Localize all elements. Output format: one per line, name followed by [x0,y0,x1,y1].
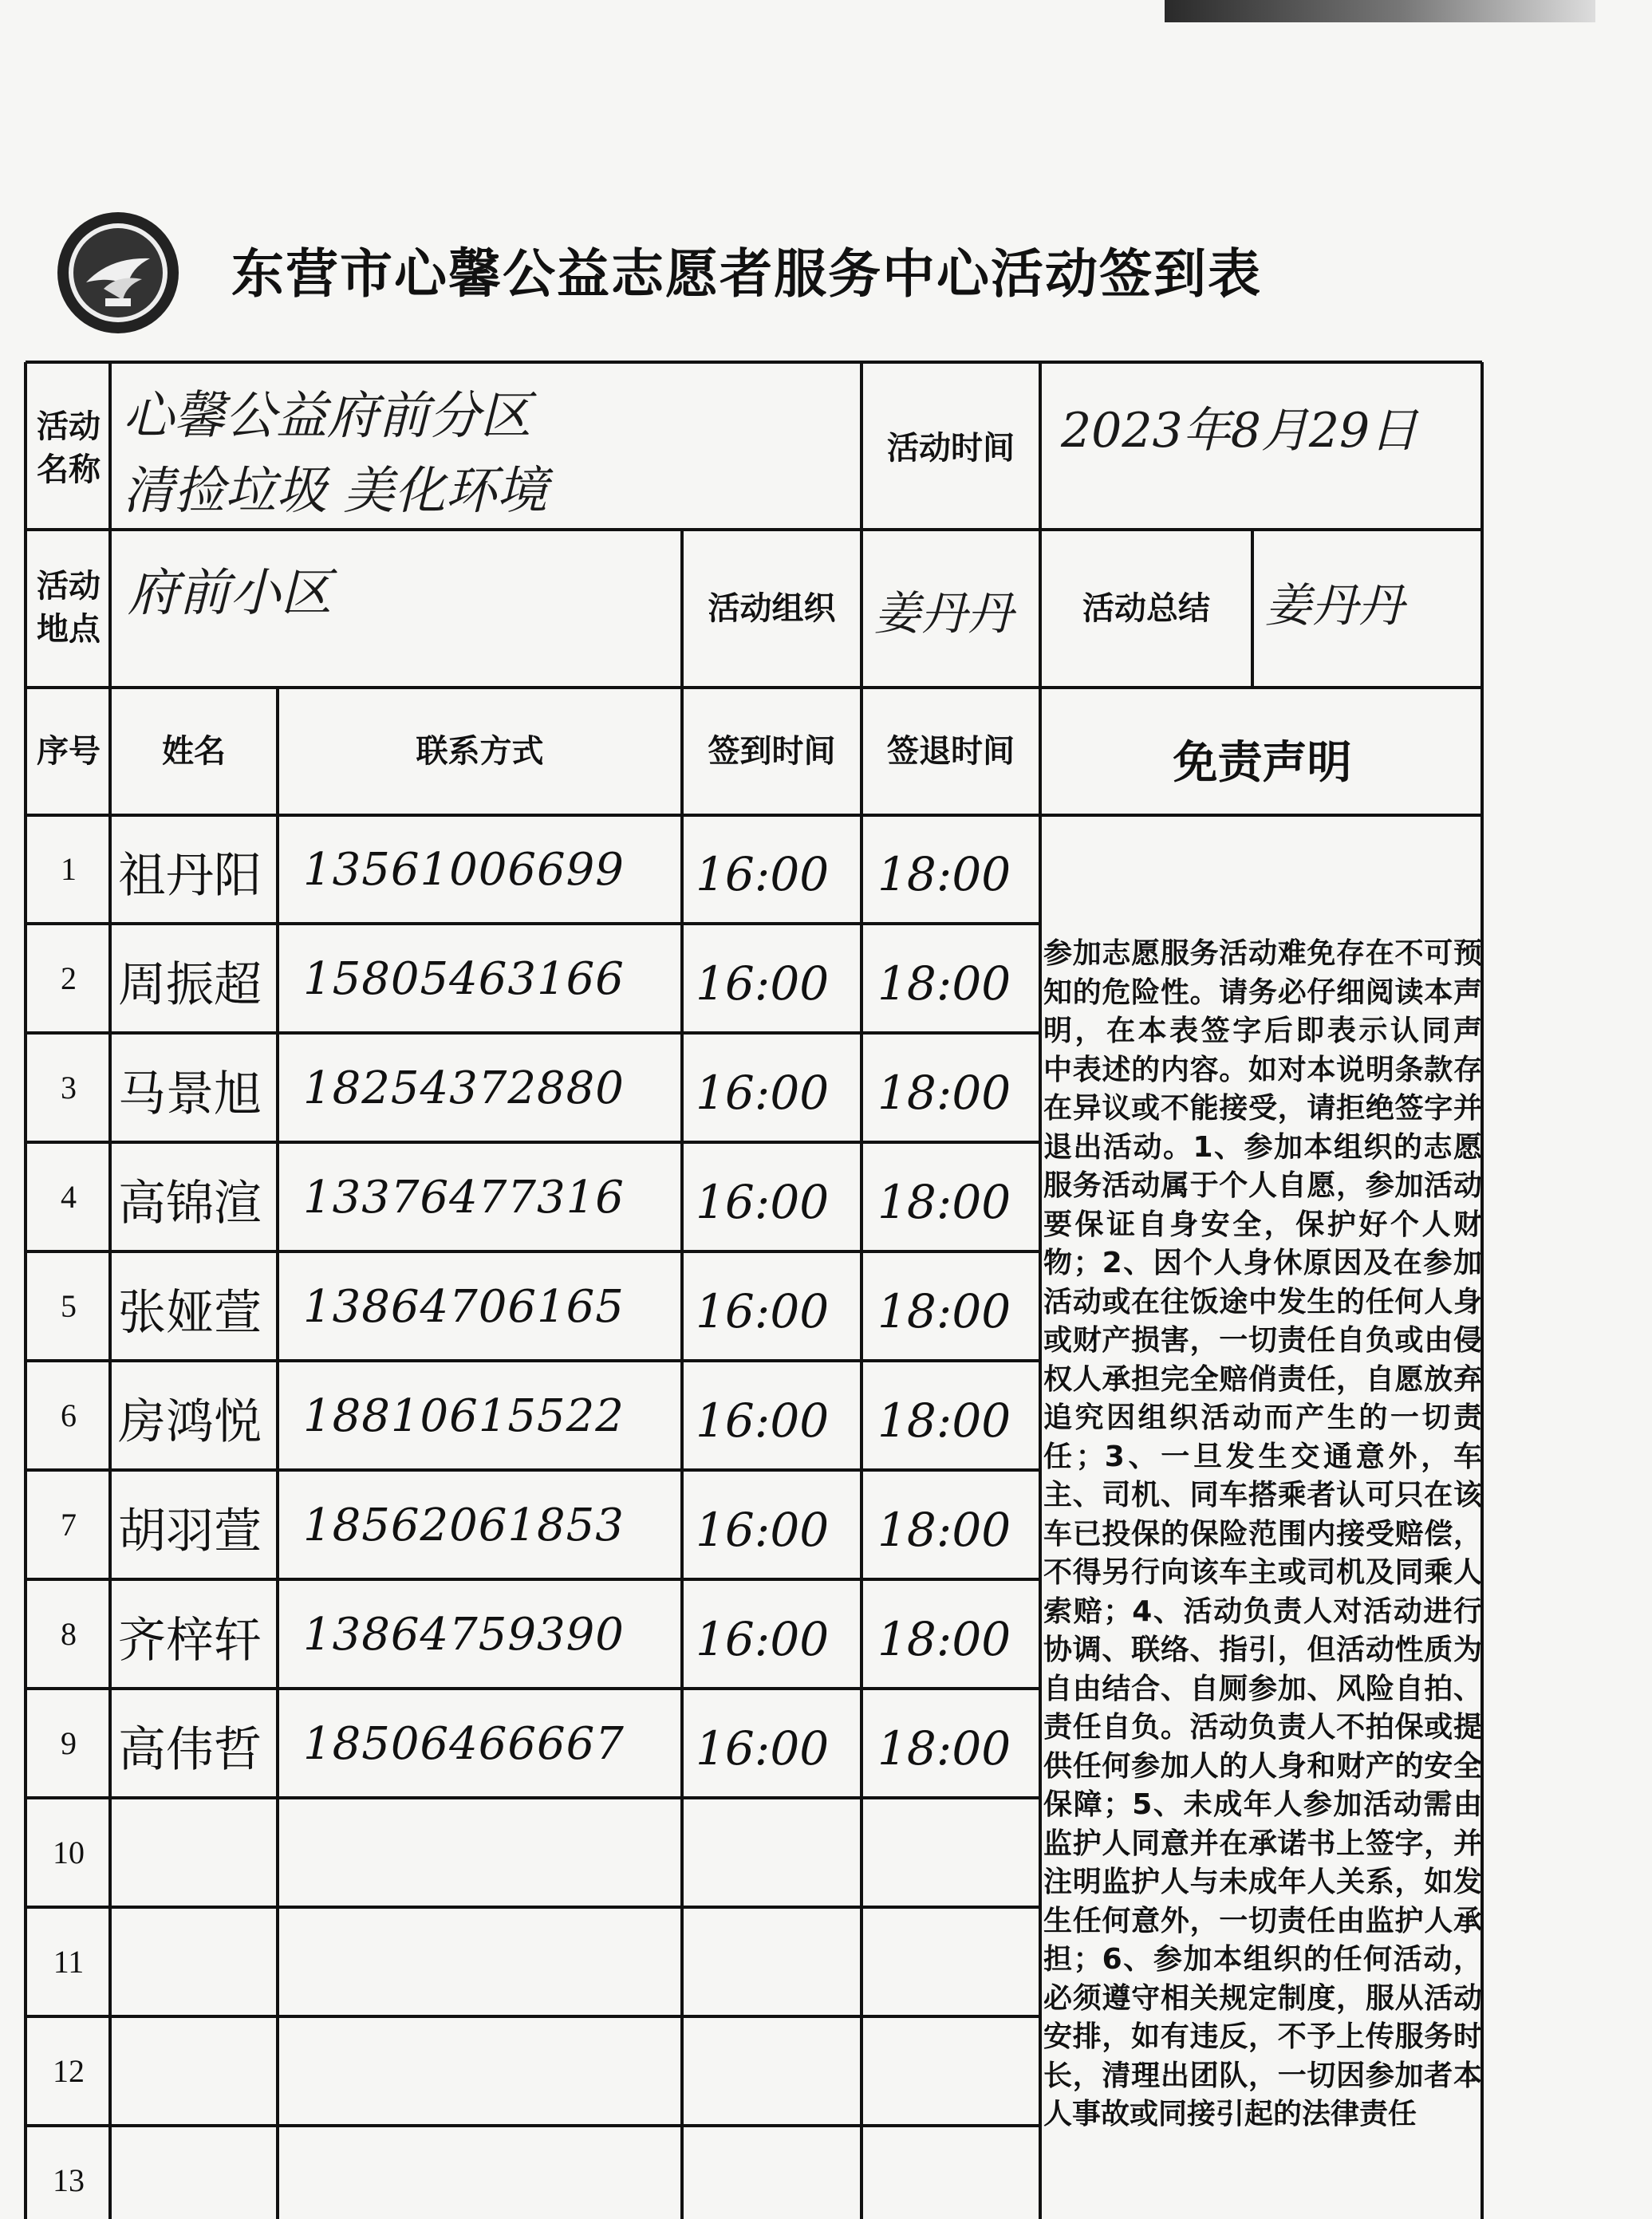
row-name: 高锦渲 [118,1176,262,1232]
organizer-value: 姜丹丹 [874,586,1014,640]
row-seq: 4 [61,1179,77,1215]
row-seq: 7 [61,1507,77,1543]
row-checkin: 16:00 [696,956,830,1011]
row-checkin: 16:00 [696,1721,830,1776]
checkin-header: 签到时间 [708,733,836,770]
activity-name-label: 活动 名称 [37,408,101,488]
row-name: 胡羽萱 [118,1504,262,1559]
row-seq: 5 [61,1288,77,1324]
row-seq: 6 [61,1397,77,1433]
contact-header: 联系方式 [416,733,544,770]
row-checkout: 18:00 [877,1721,1011,1776]
checkout-header: 签退时间 [887,733,1015,770]
row-phone: 13864759390 [303,1609,625,1661]
row-seq: 10 [53,1835,85,1870]
activity-place-label: 活动 地点 [37,568,101,648]
row-phone: 18562061853 [303,1500,625,1551]
row-checkin: 16:00 [696,1612,830,1666]
row-phone: 13376477316 [303,1172,625,1224]
row-phone: 18810615522 [303,1390,625,1442]
activity-time-value: 2023年8月29日 [1061,403,1418,459]
row-checkin: 16:00 [696,1175,830,1229]
row-name: 周振超 [118,957,262,1013]
activity-time-label: 活动时间 [887,430,1015,467]
row-checkin: 16:00 [696,1503,830,1557]
row-seq: 3 [61,1070,77,1106]
row-checkout: 18:00 [877,1393,1011,1448]
row-checkout: 18:00 [877,1612,1011,1666]
organizer-label: 活动组织 [708,590,836,627]
row-name: 齐梓轩 [118,1613,262,1669]
row-seq: 2 [61,960,77,996]
row-checkout: 18:00 [877,847,1011,901]
row-seq: 13 [53,2162,85,2198]
activity-name-line2: 清捡垃圾 美化环境 [123,462,548,521]
row-checkin: 16:00 [696,1284,830,1338]
row-checkout: 18:00 [877,956,1011,1011]
organization-logo-icon [54,209,182,337]
row-name: 房鸿悦 [118,1394,262,1450]
row-seq: 1 [61,851,77,887]
row-checkout: 18:00 [877,1175,1011,1229]
name-header: 姓名 [162,733,226,770]
row-name: 张娅萱 [118,1285,262,1341]
page-title: 东营市心馨公益志愿者服务中心活动签到表 [231,243,1262,305]
row-seq: 9 [61,1725,77,1761]
row-phone: 18506466667 [303,1718,625,1770]
row-phone: 18254372880 [303,1062,625,1114]
row-name: 祖丹阳 [118,848,262,904]
row-checkout: 18:00 [877,1503,1011,1557]
row-name: 马景旭 [118,1066,262,1122]
row-phone: 13561006699 [303,844,625,896]
row-seq: 12 [53,2053,85,2089]
summary-label: 活动总结 [1082,590,1210,627]
row-checkout: 18:00 [877,1066,1011,1120]
row-checkin: 16:00 [696,1393,830,1448]
row-name: 高伟哲 [118,1722,262,1778]
row-checkin: 16:00 [696,1066,830,1120]
row-seq: 11 [53,1944,85,1980]
sign-in-table [24,361,1484,2219]
scan-edge-shadow [1165,0,1595,22]
summary-value: 姜丹丹 [1265,578,1405,633]
activity-place-value: 府前小区 [128,564,332,623]
row-checkin: 16:00 [696,847,830,901]
disclaimer-title: 免责声明 [1173,737,1352,789]
disclaimer-text: 参加志愿服务活动难免存在不可预知的危险性。请务必仔细阅读本声明，在本表签字后即表示认同声 中表述的内容。如对本说明条款存在异议或不能接受，请拒绝签字并退出活动。1、参加本组织的志愿服务活动属于个人自愿，参加活动要保证自身安全，保护好个人财物；2、因个人身休原因及在参加活动或在往饭途中发生的任何人身或财产损害，一切责任自负或由侵权人承担完全赔俏责任，自愿放弃追究因组织活动而产生的一切责任；3、一旦发生交通意外，车主、司机、同车搭乘者认可只在该车已投保的保险范围内接受赔偿，不得另行向该车主或司机及同乘人索赔；4、活动负责人对活动进行协调、联络、指引，但活动性质为自由结合、自厕参加、风险自拍、责任自负。活动负责人不拍保或提供任何参加人的人身和财产的安全保障；5、未成年人参加活动需由监护人同意并在承诺书上签字，并注明监护人与未成年人关系，如发生任何意外，一切责任由监护人承担；6、参加本组织的任何活动，必须遵守相关规定制度，服从活动安排，如有违反，不予上传服务时长，清理出团队，一切因参加者本人事故或同接引起的法律责任 [1043,937,1482,2130]
row-phone: 15805463166 [303,953,625,1005]
seq-header: 序号 [37,733,101,770]
row-phone: 13864706165 [303,1281,625,1333]
row-checkout: 18:00 [877,1284,1011,1338]
activity-name-line1: 心馨公益府前分区 [123,387,531,446]
row-seq: 8 [61,1616,77,1652]
